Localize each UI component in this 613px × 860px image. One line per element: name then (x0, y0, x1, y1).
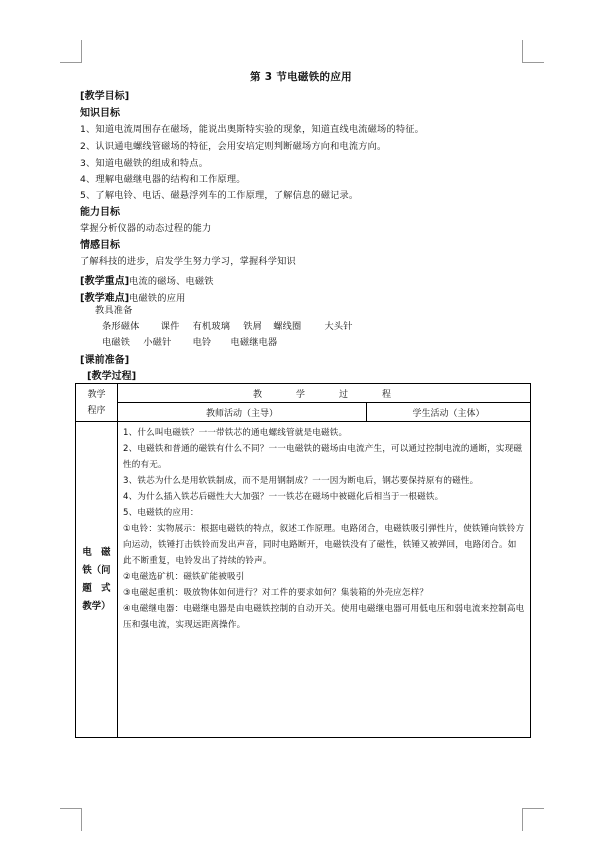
row-label-line-1: 电 磁 (82, 546, 111, 558)
row-label-line-2: 铁（问 (82, 564, 111, 576)
emotion-text: 了解科技的进步，启发学生努力学习，掌握科学知识 (80, 256, 296, 267)
teacher-activity-header: 教师活动（主导） (118, 403, 367, 422)
crop-mark-bottom-right-v (522, 808, 523, 831)
knowledge-heading: 知识目标 (80, 108, 120, 119)
equipment-row-1 (102, 318, 353, 332)
equipment-item: 电磁铁 (102, 337, 131, 348)
crop-mark-bottom-left-v (81, 808, 82, 831)
content-paragraph: 2、电磁铁和普通的磁铁有什么不同？一一电磁铁的磁场由电流产生，可以通过控制电流的通断，实现磁性的有无。 (123, 444, 523, 470)
equipment-item: 铁屑 (243, 321, 263, 332)
content-cell (118, 422, 531, 738)
equipment-item: 条形磁体 (102, 321, 140, 332)
crop-mark-bottom-left-h (60, 808, 82, 809)
section-goals-label: [教学目标] (80, 91, 130, 102)
difficulty-text: 电磁铁的应用 (129, 293, 186, 304)
content-body (118, 422, 530, 636)
teaching-process-table (75, 383, 531, 738)
page-title: 第 3 节电磁铁的应用 (250, 71, 352, 83)
equipment-item: 有机玻璃 (192, 321, 231, 332)
equipment-item: 电铃 (192, 337, 212, 348)
crop-mark-top-left-h (60, 62, 82, 63)
content-paragraph: ②电磁选矿机：磁铁矿能被吸引 (123, 572, 245, 582)
difficulty-label: [教学难点] (80, 293, 130, 304)
ability-text: 掌握分析仪器的动态过程的能力 (80, 223, 212, 234)
knowledge-item-4: 4、理解电磁继电器的结构和工作原理。 (80, 174, 246, 185)
crop-mark-bottom-right-h (522, 808, 544, 809)
prep-label: [课前准备] (80, 355, 130, 366)
content-paragraph: ①电铃：实物展示：根据电磁铁的特点，叙述工作原理。电路闭合，电磁铁吸引弹性片，使铁锤向铁铃方向运动，铁锤打击铁铃而发出声音，同时电路断开，电磁铁没有了磁性，铁锤又被弹回，电路闭合。如此不断重复，电铃发出了持续的铃声。 (123, 524, 525, 566)
content-paragraph: ③电磁起重机：吸放物体如何进行？对工件的要求如何？集装箱的外壳应怎样？ (123, 588, 429, 598)
equipment-item: 电磁继电器 (230, 337, 278, 348)
crop-mark-top-right-h (522, 62, 544, 63)
equipment-item: 小磁针 (143, 337, 172, 348)
ability-heading: 能力目标 (80, 207, 120, 218)
row-label-cell (76, 422, 118, 738)
knowledge-item-2: 2、认识通电螺线管磁场的特征，会用安培定则判断磁场方向和电流方向。 (80, 141, 387, 152)
main-header-cell (118, 384, 531, 403)
procedure-header-line-1: 教学 (87, 389, 106, 400)
procedure-header-cell (76, 384, 118, 422)
knowledge-item-3: 3、知道电磁铁的组成和特点。 (80, 158, 209, 169)
crop-mark-top-right-v (522, 40, 523, 63)
content-paragraph: ④电磁继电器：电磁继电器是由电磁铁控制的自动开关。使用电磁继电器可用低电压和弱电流来控制高电压和强电流，实现远距离操作。 (123, 604, 525, 630)
equipment-label: 教具准备 (95, 305, 133, 316)
equipment-item: 大头针 (324, 321, 353, 332)
crop-mark-top-left-v (81, 40, 82, 63)
content-paragraph: 1、什么叫电磁铁？一一带铁芯的通电螺线管就是电磁铁。 (123, 428, 348, 438)
key-points-label: [教学重点] (80, 276, 130, 287)
equipment-item: 螺线圈 (273, 321, 302, 332)
row-label-line-3: 题 式 (82, 582, 111, 594)
knowledge-item-5: 5、了解电铃、电话、磁悬浮列车的工作原理，了解信息的磁记录。 (80, 190, 359, 201)
knowledge-item-1: 1、知道电流周围存在磁场，能说出奥斯特实验的现象，知道直线电流磁场的特征。 (80, 124, 424, 135)
main-header-text: 教学过程 (253, 389, 426, 400)
equipment-row-2 (102, 334, 277, 348)
student-activity-header: 学生活动（主体） (367, 403, 531, 422)
content-paragraph: 3、铁芯为什么是用软铁制成，而不是用钢制成？一一因为断电后，钢芯要保持原有的磁性。 (123, 476, 479, 486)
process-label: [教学过程] (87, 371, 137, 382)
row-label-line-4: 教学） (82, 600, 111, 612)
key-points-text: 电流的磁场、电磁铁 (129, 276, 214, 287)
emotion-heading: 情感目标 (80, 240, 120, 251)
content-paragraph: 4、为什么插入铁芯后磁性大大加强？一一铁芯在磁场中被磁化后相当于一根磁铁。 (123, 492, 444, 502)
content-paragraph: 5、电磁铁的应用： (123, 508, 199, 518)
procedure-header-line-2: 程序 (87, 405, 106, 416)
equipment-item: 课件 (160, 321, 180, 332)
